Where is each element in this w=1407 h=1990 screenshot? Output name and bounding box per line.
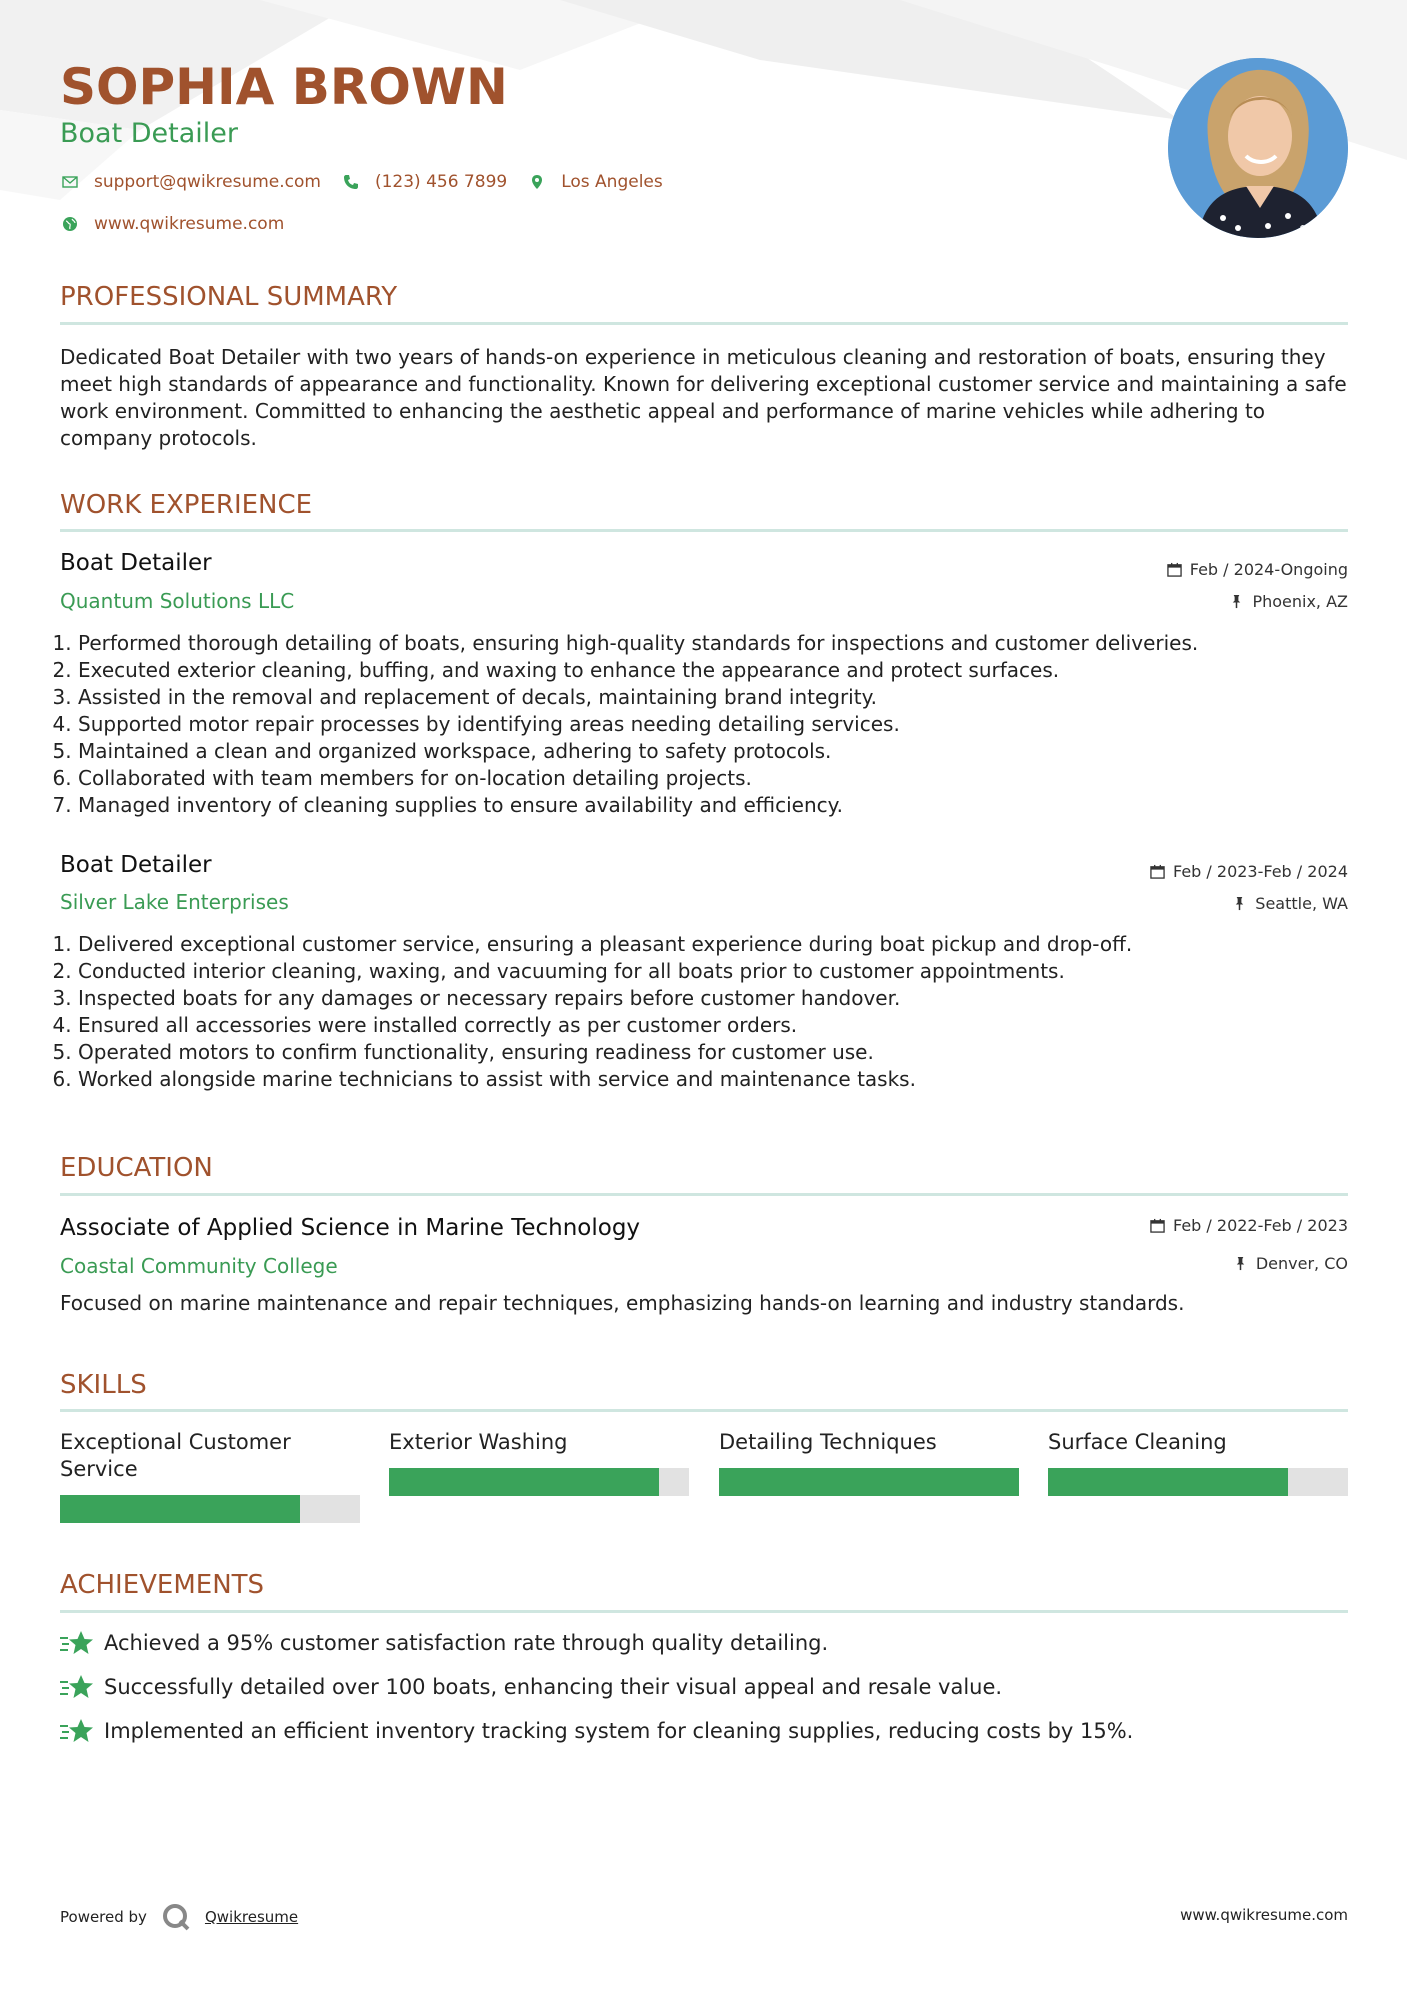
achievement-text: Achieved a 95% customer satisfaction rate through quality detailing. bbox=[104, 1631, 829, 1655]
footer-website[interactable]: www.qwikresume.com bbox=[1180, 1906, 1348, 1924]
skill-bar bbox=[719, 1468, 1019, 1496]
achievement-item bbox=[60, 1630, 828, 1656]
contact-row-website bbox=[60, 214, 304, 234]
skill-bar-fill bbox=[389, 1468, 659, 1496]
location-text: Los Angeles bbox=[561, 172, 663, 192]
list-item: 7. Managed inventory of cleaning supplies to ensure availability and efficiency. bbox=[78, 792, 1348, 819]
star-icon bbox=[60, 1630, 94, 1656]
skill-item bbox=[719, 1429, 1019, 1456]
list-item: 3. Inspected boats for any damages or necessary repairs before customer handover. bbox=[78, 985, 1348, 1012]
skill-bar bbox=[1048, 1468, 1348, 1496]
achievements-heading: ACHIEVEMENTS bbox=[60, 1570, 265, 1600]
education-dates-text: Feb / 2022-Feb / 2023 bbox=[1173, 1216, 1348, 1235]
skills-heading: SKILLS bbox=[60, 1370, 147, 1400]
summary-text: Dedicated Boat Detailer with two years of hands-on experience in meticulous cleaning and restoration of boats, ensuring they meet high standards of appearance and functionality. Known for delivering exceptional customer service and maintaining a safe work environment. Committed to enhancing the aesthetic appeal and performance of marine vehicles while adhering to company protocols. bbox=[60, 345, 1347, 450]
education-dates bbox=[1150, 1216, 1348, 1235]
school-name: Coastal Community College bbox=[60, 1254, 338, 1278]
star-icon bbox=[60, 1674, 94, 1700]
skill-bar bbox=[389, 1468, 689, 1496]
pushpin-icon bbox=[1233, 1256, 1248, 1271]
job-location bbox=[1232, 894, 1348, 913]
education-location-text: Denver, CO bbox=[1255, 1254, 1348, 1273]
pushpin-icon bbox=[1232, 896, 1247, 911]
degree-title: Associate of Applied Science in Marine Technology bbox=[60, 1215, 641, 1241]
section-divider bbox=[60, 322, 1348, 325]
job-location-text: Seattle, WA bbox=[1255, 894, 1348, 913]
achievement-text: Successfully detailed over 100 boats, enhancing their visual appeal and resale value. bbox=[104, 1675, 1003, 1699]
list-item: 5. Maintained a clean and organized workspace, adhering to safety protocols. bbox=[78, 738, 1348, 765]
job-bullet-list bbox=[60, 931, 1348, 1093]
achievement-item bbox=[60, 1718, 1133, 1744]
education-description: Focused on marine maintenance and repair techniques, emphasizing hands-on learning and industry standards. bbox=[60, 1291, 1185, 1315]
company-name: Quantum Solutions LLC bbox=[60, 589, 295, 613]
list-item: 6. Collaborated with team members for on-location detailing projects. bbox=[78, 765, 1348, 792]
list-item: 2. Conducted interior cleaning, waxing, and vacuuming for all boats prior to customer appointments. bbox=[78, 958, 1348, 985]
skill-bar-fill bbox=[719, 1468, 1019, 1496]
phone-icon bbox=[341, 172, 361, 192]
envelope-icon bbox=[60, 172, 80, 192]
calendar-icon bbox=[1150, 1218, 1165, 1233]
list-item: 4. Supported motor repair processes by identifying areas needing detailing services. bbox=[78, 711, 1348, 738]
skill-bar-fill bbox=[1048, 1468, 1288, 1496]
contact-row bbox=[60, 172, 683, 192]
list-item: 2. Executed exterior cleaning, buffing, and waxing to enhance the appearance and protect surfaces. bbox=[78, 657, 1348, 684]
list-item: 1. Delivered exceptional customer service, ensuring a pleasant experience during boat pickup and drop-off. bbox=[78, 931, 1348, 958]
skill-name: Exterior Washing bbox=[389, 1430, 568, 1454]
job-location-text: Phoenix, AZ bbox=[1252, 592, 1348, 611]
email-link[interactable]: support@qwikresume.com bbox=[94, 172, 321, 192]
list-item: 4. Ensured all accessories were installed correctly as per customer orders. bbox=[78, 1012, 1348, 1039]
achievement-item bbox=[60, 1674, 1002, 1700]
skill-item bbox=[1048, 1429, 1348, 1456]
qwikresume-logo-icon bbox=[161, 1902, 191, 1932]
qwikresume-link[interactable]: Qwikresume bbox=[204, 1908, 299, 1926]
list-item: 6. Worked alongside marine technicians to assist with service and maintenance tasks. bbox=[78, 1066, 1348, 1093]
skill-bar-fill bbox=[60, 1495, 300, 1523]
education-heading: EDUCATION bbox=[60, 1153, 213, 1183]
achievement-text: Implemented an efficient inventory tracking system for cleaning supplies, reducing costs by 15%. bbox=[104, 1719, 1134, 1743]
calendar-icon bbox=[1150, 864, 1165, 879]
job-title: Boat Detailer bbox=[60, 852, 212, 878]
footer-powered-by bbox=[60, 1902, 298, 1932]
website-link[interactable]: www.qwikresume.com bbox=[94, 214, 285, 234]
list-item: 1. Performed thorough detailing of boats, ensuring high-quality standards for inspections and customer deliveries. bbox=[78, 630, 1348, 657]
job-dates bbox=[1150, 862, 1348, 881]
company-name: Silver Lake Enterprises bbox=[60, 890, 289, 914]
phone-number[interactable]: (123) 456 7899 bbox=[374, 172, 508, 192]
powered-by-label: Powered by bbox=[60, 1908, 147, 1926]
job-bullet-list bbox=[60, 630, 1348, 819]
summary-heading: PROFESSIONAL SUMMARY bbox=[60, 282, 398, 312]
candidate-title: Boat Detailer bbox=[60, 118, 239, 149]
job-location bbox=[1229, 592, 1348, 611]
star-icon bbox=[60, 1718, 94, 1744]
skill-name: Detailing Techniques bbox=[719, 1430, 937, 1454]
education-location bbox=[1233, 1254, 1348, 1273]
job-dates bbox=[1167, 560, 1348, 579]
list-item: 5. Operated motors to confirm functionality, ensuring readiness for customer use. bbox=[78, 1039, 1348, 1066]
job-dates-text: Feb / 2024-Ongoing bbox=[1189, 560, 1348, 579]
skill-name: Surface Cleaning bbox=[1048, 1430, 1227, 1454]
profile-photo bbox=[1168, 58, 1348, 238]
skill-item bbox=[389, 1429, 689, 1456]
skill-bar bbox=[60, 1495, 360, 1523]
map-pin-icon bbox=[527, 172, 547, 192]
candidate-name: SOPHIA BROWN bbox=[60, 58, 508, 116]
globe-icon bbox=[60, 214, 80, 234]
section-divider bbox=[60, 1409, 1348, 1412]
section-divider bbox=[60, 1610, 1348, 1613]
skill-item bbox=[60, 1429, 360, 1483]
job-dates-text: Feb / 2023-Feb / 2024 bbox=[1173, 862, 1348, 881]
experience-heading: WORK EXPERIENCE bbox=[60, 490, 313, 520]
job-title: Boat Detailer bbox=[60, 550, 212, 576]
skill-name: Exceptional Customer Service bbox=[60, 1430, 291, 1481]
list-item: 3. Assisted in the removal and replacement of decals, maintaining brand integrity. bbox=[78, 684, 1348, 711]
section-divider bbox=[60, 529, 1348, 532]
pushpin-icon bbox=[1229, 594, 1244, 609]
calendar-icon bbox=[1167, 562, 1182, 577]
section-divider bbox=[60, 1193, 1348, 1196]
